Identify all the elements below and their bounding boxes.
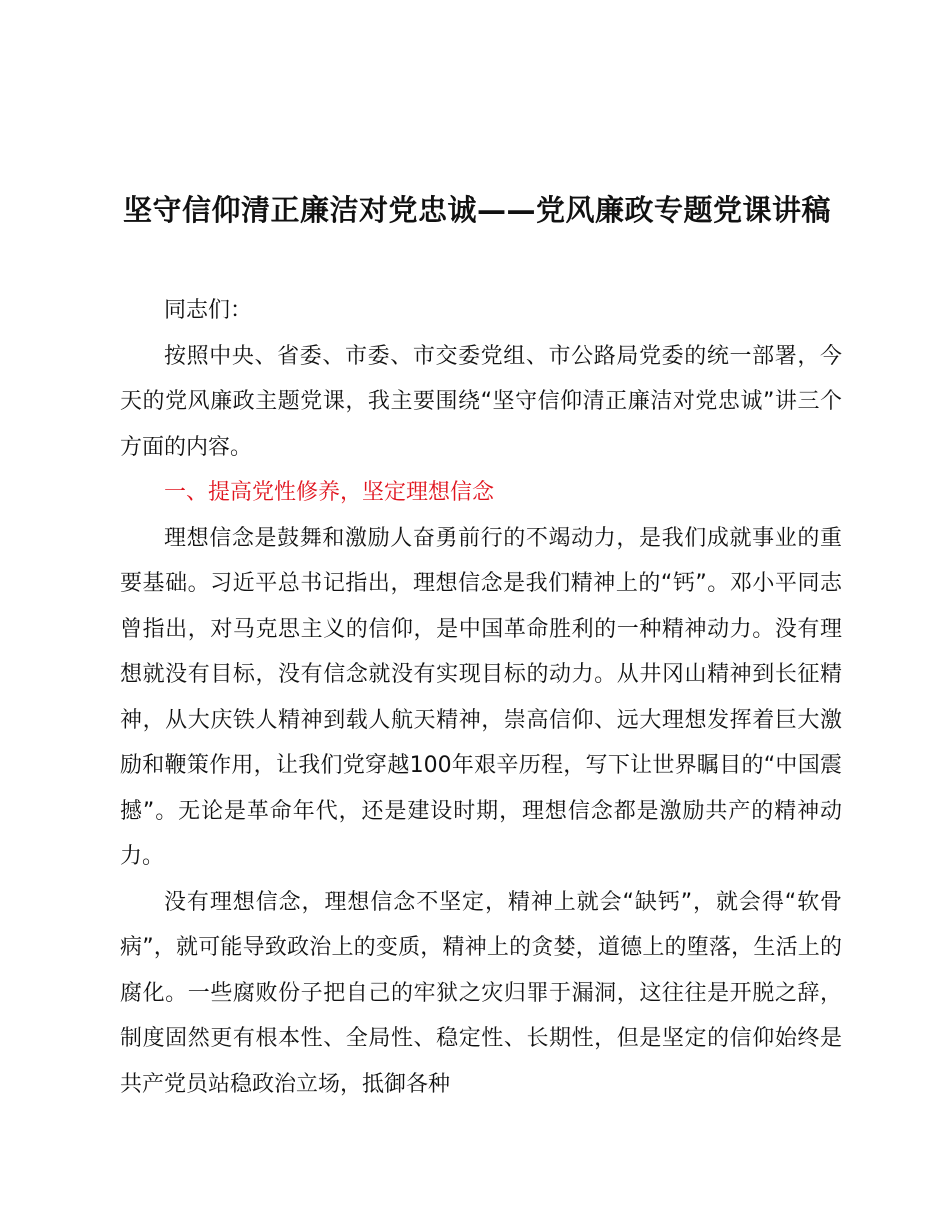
section-heading: 一、提高党性修养，坚定理想信念 (164, 480, 495, 505)
intro-paragraph: 按照中央、省委、市委、市交委党组、市公路局党委的统一部署，今天的党风廉政主题党课，我主要围绕“坚守信仰清正廉洁对党忠诚”讲三个方面的内容。 (120, 343, 842, 460)
document-title: 坚守信仰清正廉洁对党忠诚——党风廉政专题党课讲稿 (122, 193, 831, 227)
body-paragraph: 没有理想信念，理想信念不坚定，精神上就会“缺钙”，就会得“软骨病”，就可能导致政治上的变质，精神上的贪婪，道德上的堕落，生活上的腐化。一些腐败份子把自己的牢狱之灾归罪于漏洞，这往往是开脱之辞，制度固然更有根本性、全局性、稳定性、长期性，但是坚定的信仰始终是共产党员站稳政治立场，抵御各种 (120, 889, 842, 1097)
document-body (120, 288, 842, 1107)
body-paragraph: 理想信念是鼓舞和激励人奋勇前行的不竭动力，是我们成就事业的重要基础。习近平总书记指出，理想信念是我们精神上的“钙”。邓小平同志曾指出，对马克思主义的信仰，是中国革命胜利的一种精神动力。没有理想就没有目标，没有信念就没有实现目标的动力。从井冈山精神到长征精神，从大庆铁人精神到载人航天精神，崇高信仰、远大理想发挥着巨大激励和鞭策作用，让我们党穿越100年艰辛历程，写下让世界瞩目的“中国震撼”。无论是革命年代，还是建设时期，理想信念都是激励共产的精神动力。 (120, 525, 842, 869)
salutation: 同志们： (164, 298, 253, 323)
